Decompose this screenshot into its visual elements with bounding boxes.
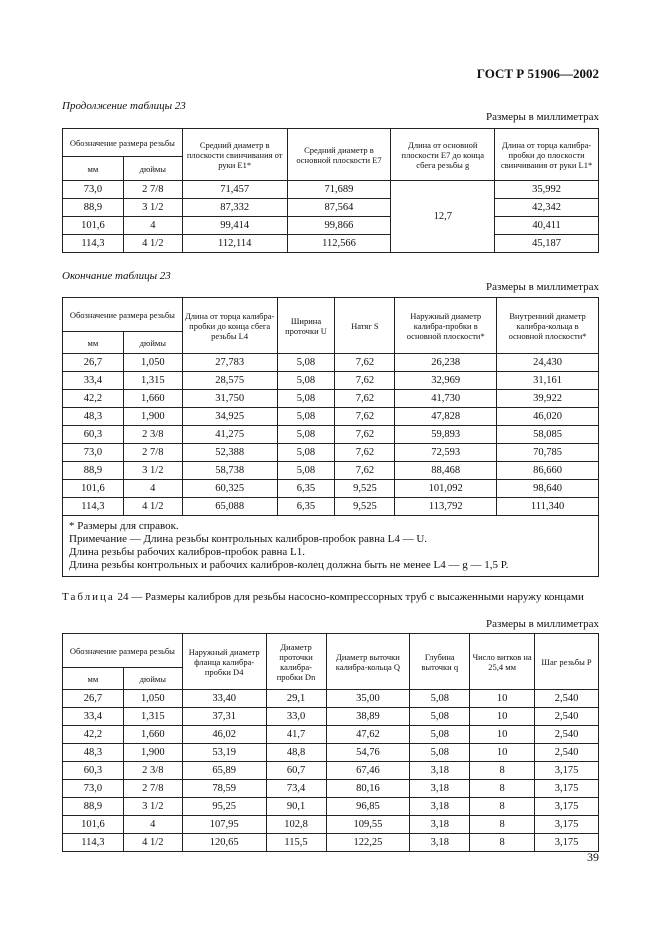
table-row: [63, 798, 599, 816]
cell-inch: 1,315: [123, 708, 182, 726]
cell-c6: 5,08: [410, 690, 470, 708]
cell-c4: 5,08: [277, 408, 335, 426]
cell-c6: 3,18: [410, 834, 470, 852]
cell-inch: 4 1/2: [123, 834, 182, 852]
cell-mm: 42,2: [63, 726, 124, 744]
cell-c7: 10: [470, 744, 535, 762]
cell-c6: 41,730: [395, 390, 497, 408]
cell-c7: 31,161: [497, 372, 599, 390]
cell-c6: 40,411: [495, 217, 599, 235]
cell-c4: 71,689: [287, 181, 391, 199]
table-row: [63, 834, 599, 852]
header-mm: мм: [63, 157, 124, 181]
cell-c5: 54,76: [326, 744, 410, 762]
cell-c5: 7,62: [335, 372, 395, 390]
cell-c4: 5,08: [277, 462, 335, 480]
cell-inch: 1,660: [123, 726, 182, 744]
cell-inch: 4 1/2: [123, 498, 182, 516]
cell-c5: 7,62: [335, 444, 395, 462]
cell-c5: 7,62: [335, 462, 395, 480]
cell-c3: 27,783: [182, 354, 277, 372]
header-col6: Длина от торца калибра-пробки до плоскости свинчивания от руки L1*: [495, 129, 599, 181]
cell-mm: 48,3: [63, 744, 124, 762]
cell-mm: 73,0: [63, 181, 124, 199]
cell-c5: 96,85: [326, 798, 410, 816]
cell-c6: 5,08: [410, 726, 470, 744]
header-col4: Ширина проточки U: [277, 298, 335, 354]
cell-c6: 3,18: [410, 798, 470, 816]
cell-c4: 90,1: [266, 798, 326, 816]
cell-c3: 87,332: [182, 199, 287, 217]
cell-mm: 26,7: [63, 690, 124, 708]
table-row: [63, 181, 599, 199]
cell-c5: 38,89: [326, 708, 410, 726]
table-row: [63, 762, 599, 780]
note-footnote: * Размеры для справок.: [69, 520, 179, 532]
cell-mm: 73,0: [63, 780, 124, 798]
cell-c6: 42,342: [495, 199, 599, 217]
table-row: [63, 744, 599, 762]
cell-mm: 33,4: [63, 372, 124, 390]
cell-inch: 3 1/2: [123, 199, 182, 217]
cell-c3: 52,388: [182, 444, 277, 462]
table-row: [63, 408, 599, 426]
cell-c7: 10: [470, 690, 535, 708]
cell-c3: 60,325: [182, 480, 277, 498]
cell-c6: 5,08: [410, 744, 470, 762]
cell-c3: 28,575: [182, 372, 277, 390]
header-col3: Наружный диаметр фланца калибра-пробки D4: [182, 634, 266, 690]
cell-c5: 122,25: [326, 834, 410, 852]
cell-c4: 6,35: [277, 498, 335, 516]
cell-c5: 7,62: [335, 408, 395, 426]
cell-mm: 48,3: [63, 408, 124, 426]
cell-c3: 65,89: [182, 762, 266, 780]
header-col5: Натяг S: [335, 298, 395, 354]
cell-c3: 33,40: [182, 690, 266, 708]
cell-c6: 32,969: [395, 372, 497, 390]
cell-c4: 33,0: [266, 708, 326, 726]
table-row: [63, 816, 599, 834]
header-designation: Обозначение размера резьбы: [63, 298, 183, 332]
header-designation: Обозначение размера резьбы: [63, 634, 183, 668]
cell-c5: 47,62: [326, 726, 410, 744]
header-col5: Длина от основной плоскости E7 до конца сбега резьбы g: [391, 129, 495, 181]
cell-mm: 101,6: [63, 480, 124, 498]
table-24: [62, 633, 599, 852]
cell-c3: 107,95: [182, 816, 266, 834]
cell-c4: 41,7: [266, 726, 326, 744]
units-label: Размеры в миллиметрах: [486, 281, 599, 293]
cell-c6: 72,593: [395, 444, 497, 462]
cell-inch: 2 7/8: [123, 780, 182, 798]
cell-c7: 8: [470, 780, 535, 798]
header-mm: мм: [63, 668, 124, 690]
table-row: [63, 444, 599, 462]
header-col4: Средний диаметр в основной плоскости E7: [287, 129, 391, 181]
cell-inch: 4: [123, 480, 182, 498]
cell-c7: 111,340: [497, 498, 599, 516]
cell-c6: 3,18: [410, 762, 470, 780]
cell-c4: 5,08: [277, 354, 335, 372]
table-row: [63, 217, 599, 235]
cell-inch: 2 7/8: [123, 444, 182, 462]
cell-mm: 88,9: [63, 199, 124, 217]
cell-c4: 87,564: [287, 199, 391, 217]
table-24-word: Таблица: [62, 591, 115, 603]
cell-c8: 3,175: [535, 816, 599, 834]
cell-inch: 1,900: [123, 744, 182, 762]
header-inch: дюймы: [123, 157, 182, 181]
cell-inch: 1,050: [123, 690, 182, 708]
cell-mm: 42,2: [63, 390, 124, 408]
cell-c3: 78,59: [182, 780, 266, 798]
cell-c4: 102,8: [266, 816, 326, 834]
table-row: [63, 780, 599, 798]
cell-c5: 35,00: [326, 690, 410, 708]
cell-c8: 2,540: [535, 708, 599, 726]
cell-c6: 47,828: [395, 408, 497, 426]
table-row: [63, 480, 599, 498]
cell-c4: 115,5: [266, 834, 326, 852]
cell-c6: 101,092: [395, 480, 497, 498]
cell-mm: 26,7: [63, 354, 124, 372]
cell-inch: 3 1/2: [123, 798, 182, 816]
cell-c4: 6,35: [277, 480, 335, 498]
cell-c3: 34,925: [182, 408, 277, 426]
cell-c7: 8: [470, 816, 535, 834]
cell-c6: 59,893: [395, 426, 497, 444]
cell-mm: 33,4: [63, 708, 124, 726]
cell-c4: 29,1: [266, 690, 326, 708]
cell-c6: 45,187: [495, 235, 599, 253]
cell-c3: 46,02: [182, 726, 266, 744]
cell-c8: 3,175: [535, 780, 599, 798]
table-row: [63, 690, 599, 708]
cell-inch: 1,660: [123, 390, 182, 408]
cell-c6: 3,18: [410, 780, 470, 798]
note-primechanie: Примечание — Длина резьбы контрольных калибров-пробок равна L4 — U.: [69, 533, 428, 545]
cell-c3: 41,275: [182, 426, 277, 444]
cell-mm: 101,6: [63, 217, 124, 235]
cell-c5: 7,62: [335, 390, 395, 408]
cell-c4: 112,566: [287, 235, 391, 253]
cell-c5: 7,62: [335, 426, 395, 444]
cell-c3: 31,750: [182, 390, 277, 408]
cell-c7: 70,785: [497, 444, 599, 462]
cell-mm: 114,3: [63, 834, 124, 852]
cell-c5: 9,525: [335, 498, 395, 516]
cell-c5: 109,55: [326, 816, 410, 834]
cell-c7: 98,640: [497, 480, 599, 498]
cell-inch: 4 1/2: [123, 235, 182, 253]
cell-mm: 114,3: [63, 498, 124, 516]
cell-c6: 3,18: [410, 816, 470, 834]
cell-inch: 1,900: [123, 408, 182, 426]
cell-c8: 2,540: [535, 690, 599, 708]
header-col8: Шаг резьбы P: [535, 634, 599, 690]
merged-cell-g: 12,7: [391, 181, 495, 253]
cell-c6: 113,792: [395, 498, 497, 516]
cell-inch: 3 1/2: [123, 462, 182, 480]
table-notes: [63, 516, 599, 577]
cell-c4: 73,4: [266, 780, 326, 798]
cell-mm: 114,3: [63, 235, 124, 253]
cell-c8: 3,175: [535, 762, 599, 780]
cell-c7: 8: [470, 834, 535, 852]
cell-c7: 46,020: [497, 408, 599, 426]
header-col3: Средний диаметр в плоскости свинчивания от руки E1*: [182, 129, 287, 181]
cell-c7: 86,660: [497, 462, 599, 480]
header-designation: Обозначение размера резьбы: [63, 129, 183, 157]
cell-c3: 120,65: [182, 834, 266, 852]
cell-mm: 73,0: [63, 444, 124, 462]
table-row: [63, 726, 599, 744]
cell-c4: 5,08: [277, 372, 335, 390]
cell-c3: 65,088: [182, 498, 277, 516]
table-23-end: [62, 297, 599, 577]
page-number: 39: [587, 850, 599, 864]
cell-c5: 9,525: [335, 480, 395, 498]
header-col3: Длина от торца калибра-пробки до конца сбега резьбы L4: [182, 298, 277, 354]
cell-mm: 101,6: [63, 816, 124, 834]
cell-c5: 7,62: [335, 354, 395, 372]
cell-c8: 3,175: [535, 834, 599, 852]
header-col7: Внутренний диаметр калибра-кольца в основной плоскости*: [497, 298, 599, 354]
cell-c4: 60,7: [266, 762, 326, 780]
table-row: [63, 708, 599, 726]
document-header: ГОСТ Р 51906—2002: [476, 66, 599, 81]
cell-mm: 60,3: [63, 426, 124, 444]
units-label: Размеры в миллиметрах: [486, 111, 599, 123]
cell-inch: 2 7/8: [123, 181, 182, 199]
cell-c7: 8: [470, 762, 535, 780]
table-caption: Окончание таблицы 23: [62, 270, 171, 282]
cell-c3: 58,738: [182, 462, 277, 480]
header-inch: дюймы: [123, 668, 182, 690]
cell-inch: 2 3/8: [123, 426, 182, 444]
cell-c4: 48,8: [266, 744, 326, 762]
cell-c3: 95,25: [182, 798, 266, 816]
cell-c3: 37,31: [182, 708, 266, 726]
table-row: [63, 462, 599, 480]
header-col7: Число витков на 25,4 мм: [470, 634, 535, 690]
cell-c3: 112,114: [182, 235, 287, 253]
header-inch: дюймы: [123, 332, 182, 354]
cell-c7: 10: [470, 708, 535, 726]
cell-c5: 67,46: [326, 762, 410, 780]
cell-mm: 88,9: [63, 462, 124, 480]
cell-c6: 26,238: [395, 354, 497, 372]
header-col6: Наружный диаметр калибра-пробки в основной плоскости*: [395, 298, 497, 354]
cell-c4: 5,08: [277, 390, 335, 408]
cell-c7: 39,922: [497, 390, 599, 408]
table-row: [63, 372, 599, 390]
note-length-ring: Длина резьбы контрольных и рабочих калибров-колец должна быть не менее L4 — g — 1,5 P.: [69, 559, 509, 571]
cell-mm: 60,3: [63, 762, 124, 780]
cell-inch: 2 3/8: [123, 762, 182, 780]
note-length-plug: Длина резьбы рабочих калибров-пробок равна L1.: [69, 546, 306, 558]
cell-c8: 2,540: [535, 726, 599, 744]
table-row: [63, 199, 599, 217]
cell-c7: 10: [470, 726, 535, 744]
cell-c7: 24,430: [497, 354, 599, 372]
cell-inch: 1,315: [123, 372, 182, 390]
cell-c7: 8: [470, 798, 535, 816]
cell-c3: 53,19: [182, 744, 266, 762]
cell-inch: 4: [123, 816, 182, 834]
cell-c4: 5,08: [277, 426, 335, 444]
cell-c3: 71,457: [182, 181, 287, 199]
cell-c6: 88,468: [395, 462, 497, 480]
table-24-title-text: 24 — Размеры калибров для резьбы насосно-компрессорных труб с высаженными наружу концами: [117, 591, 584, 603]
cell-c4: 5,08: [277, 444, 335, 462]
cell-c3: 99,414: [182, 217, 287, 235]
header-col6: Глубина выточки q: [410, 634, 470, 690]
table-24-title: [62, 591, 599, 604]
header-mm: мм: [63, 332, 124, 354]
cell-c7: 58,085: [497, 426, 599, 444]
header-col5: Диаметр выточки калибра-кольца Q: [326, 634, 410, 690]
cell-inch: 1,050: [123, 354, 182, 372]
table-caption: Продолжение таблицы 23: [62, 100, 186, 112]
cell-c5: 80,16: [326, 780, 410, 798]
table-row: [63, 426, 599, 444]
cell-c6: 5,08: [410, 708, 470, 726]
cell-c6: 35,992: [495, 181, 599, 199]
units-label: Размеры в миллиметрах: [486, 618, 599, 630]
cell-inch: 4: [123, 217, 182, 235]
table-row: [63, 390, 599, 408]
table-row: [63, 498, 599, 516]
cell-mm: 88,9: [63, 798, 124, 816]
cell-c8: 3,175: [535, 798, 599, 816]
table-row: [63, 235, 599, 253]
cell-c8: 2,540: [535, 744, 599, 762]
cell-c4: 99,866: [287, 217, 391, 235]
table-23-continuation: [62, 128, 599, 253]
header-col4: Диаметр проточки калибра-пробки Dn: [266, 634, 326, 690]
table-row: [63, 354, 599, 372]
